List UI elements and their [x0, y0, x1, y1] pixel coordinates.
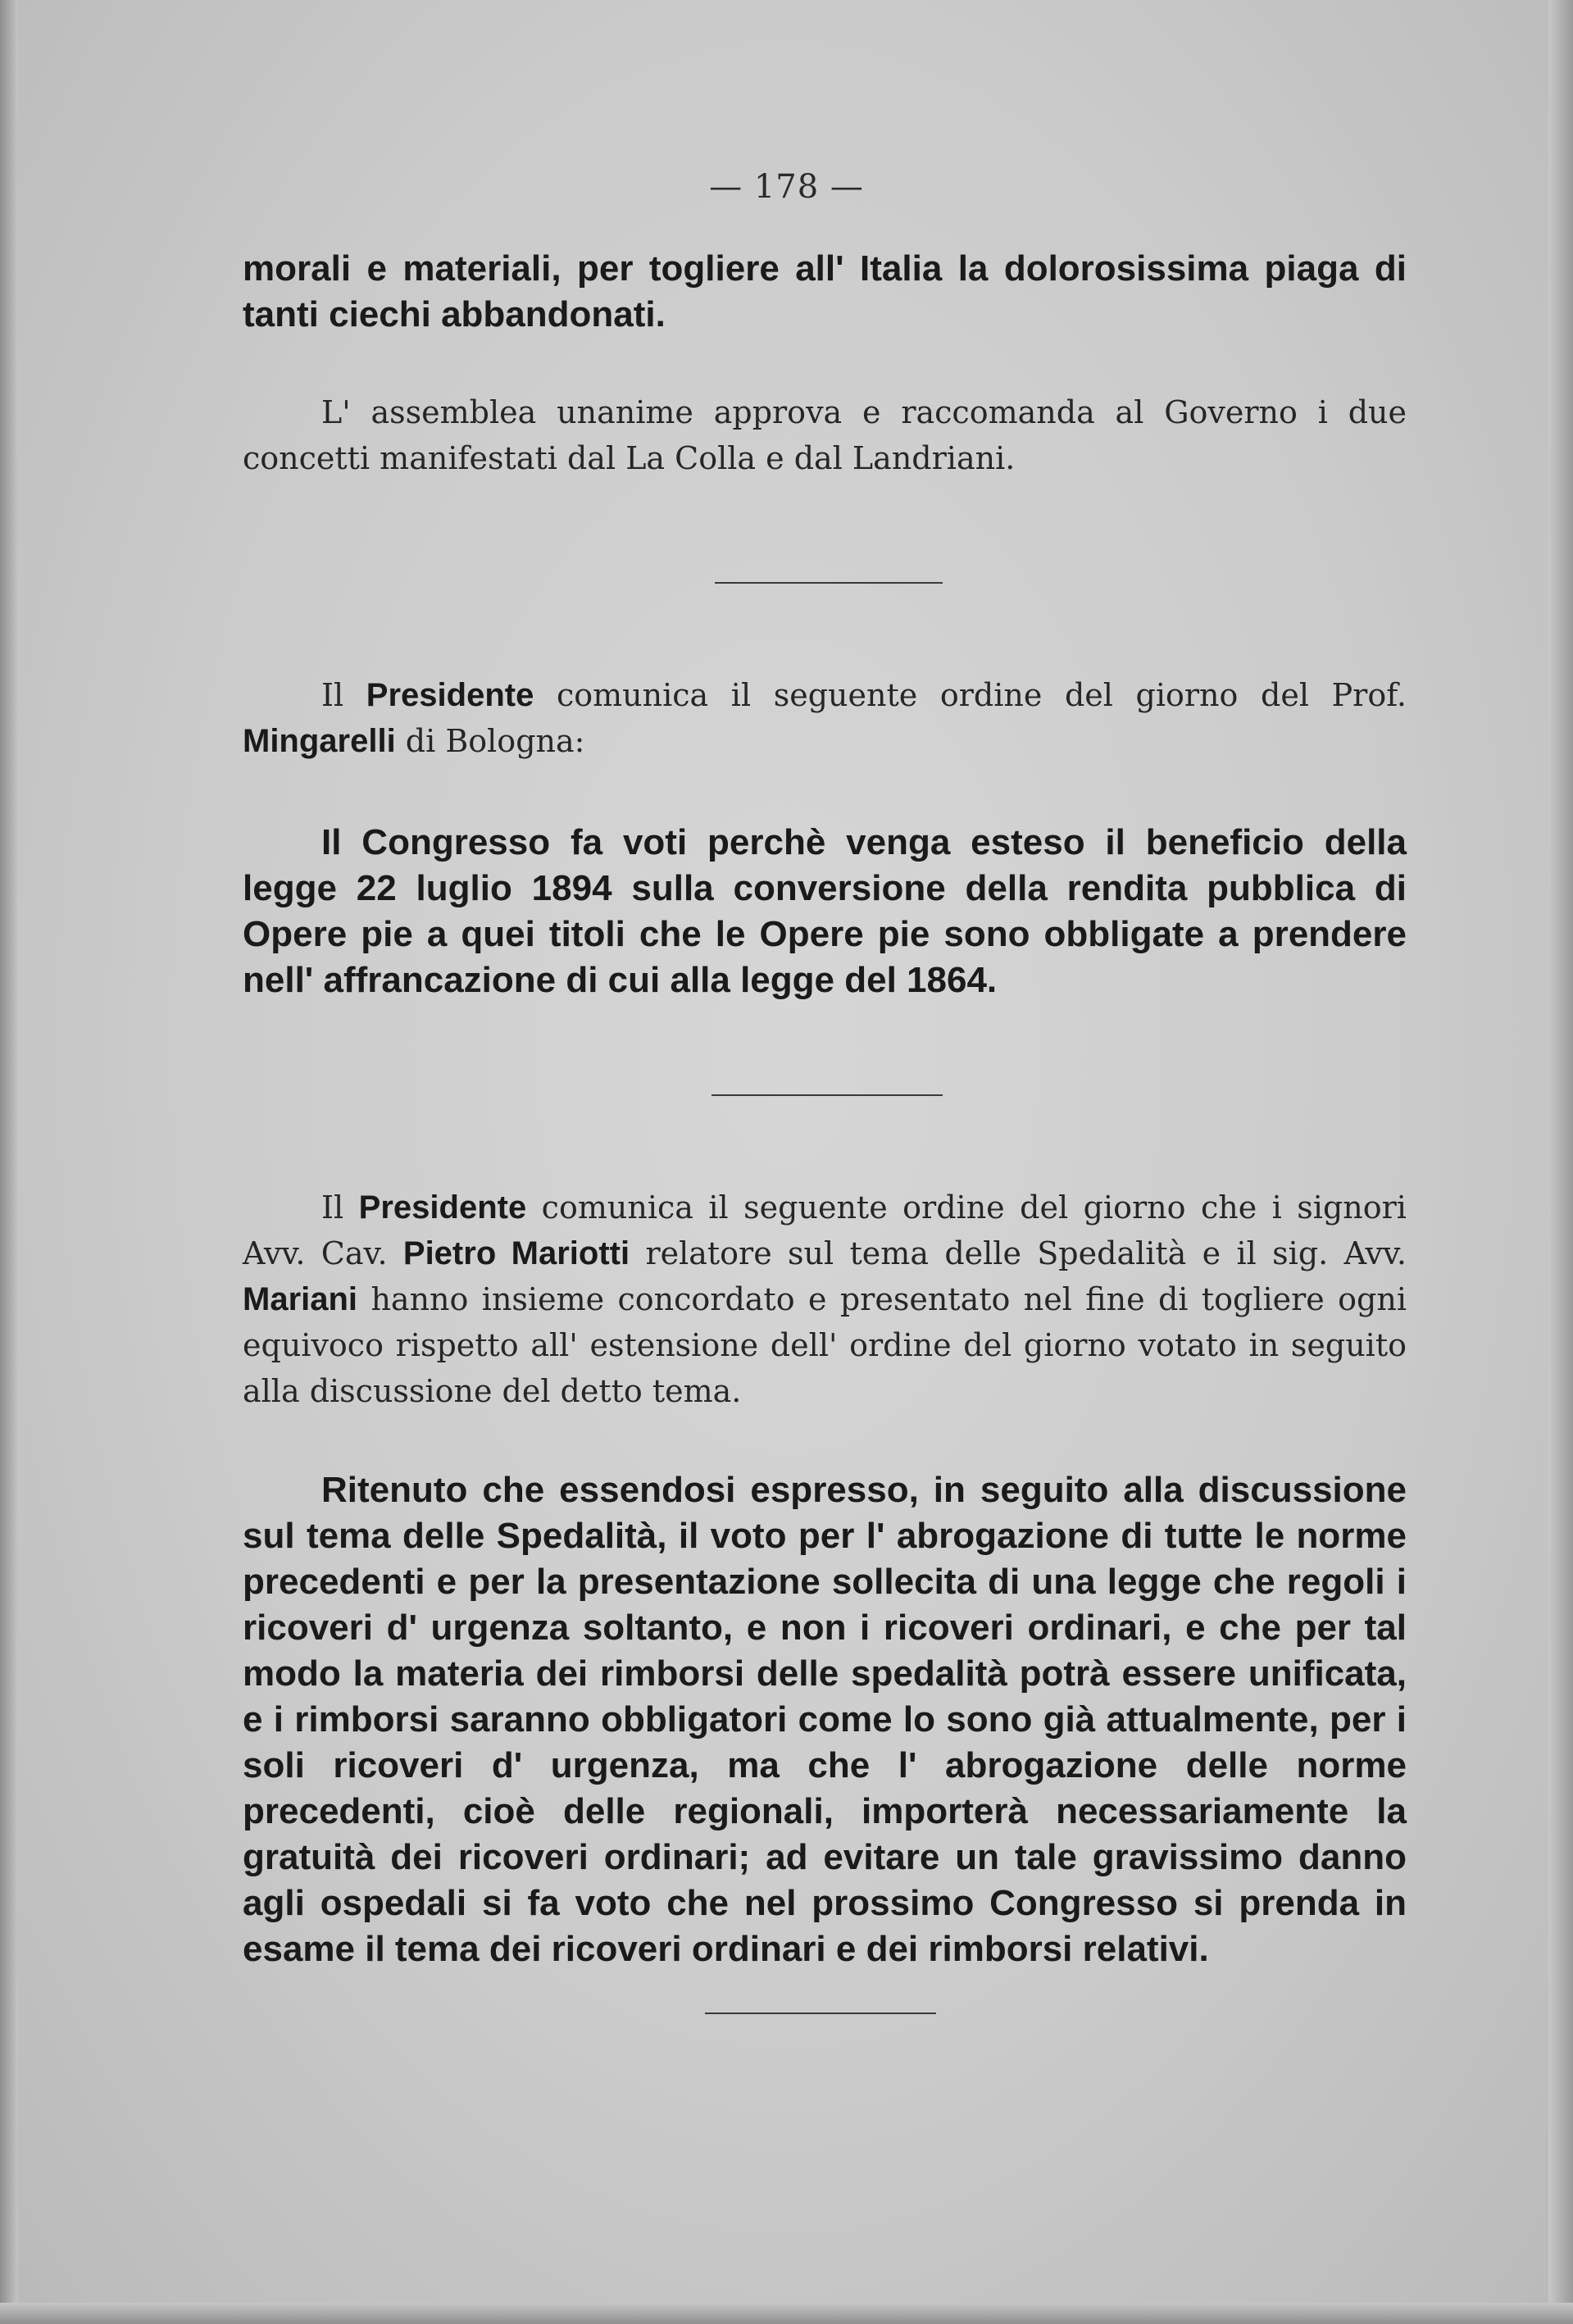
text-run: Il [321, 1189, 344, 1226]
paragraph-closing-motion: morali e materiali, per togliere all' Italia la dolorosissima piaga di tanti ciechi abbandonati. [243, 248, 1407, 334]
section-divider [705, 2012, 936, 2014]
text-run: hanno insieme concordato e presentato nel fine di togliere ogni equivoco rispetto all' estensione dell' ordine del giorno votato in seguito alla discussione del detto tema. [243, 1281, 1407, 1409]
paragraph-assembly-approval: L' assemblea unanime approva e raccomanda al Governo i due concetti manifestati dal La Colla e dal Landriani. [243, 394, 1407, 476]
text-run: comunica il seguente ordine del giorno del Prof. [556, 677, 1407, 713]
page-edge-left [0, 0, 18, 2324]
paragraph-president-mariotti [243, 1185, 1407, 1414]
name-pietro-mariotti: Pietro Mariotti [402, 1235, 630, 1271]
page-edge-bottom [0, 2303, 1573, 2324]
text-run: di Bologna: [405, 723, 585, 759]
section-divider [715, 582, 943, 584]
paragraph-congress-vote: Il Congresso fa voti perchè venga esteso il beneficio della legge 22 luglio 1894 sulla conversione della rendita pubblica di Opere pie a quei titoli che le Opere pie sono obbligate a prendere nell' affrancazione di cui alla legge del 1864. [243, 822, 1407, 1000]
paragraph-ritenuto-motion: Ritenuto che essendosi espresso, in seguito alla discussione sul tema delle Spedalità, il voto per l' abrogazione di tutte le norme precedenti e per la presentazione sollecita di una legge che regoli i ricoveri d' urgenza soltanto, e non i ricoveri ordinari, e che per tal modo la materia dei rimborsi delle spedalità potrà essere unificata, e i rimborsi saranno obbligatori come lo sono già attualmente, per i soli ricoveri d' urgenza, ma che l' abrogazione delle norme precedenti, cioè delle regionali, importerà necessariamente la gratuità dei ricoveri ordinari; ad evitare un tale gravissimo danno agli ospedali si fa voto che nel prossimo Congresso si prenda in esame il tema dei ricoveri ordinari e dei rimborsi relativi. [243, 1470, 1407, 1969]
text-run: relatore sul tema delle Spedalità e il sig. Avv. [645, 1235, 1407, 1271]
page-number: — 178 — [709, 168, 864, 206]
name-mingarelli: Mingarelli [243, 723, 396, 759]
name-presidente: Presidente [358, 1189, 527, 1226]
page-edge-right [1548, 0, 1573, 2324]
text-run: comunica il seguente ordine del giorno che i signori Avv. Cav. [243, 1189, 1407, 1271]
name-presidente: Presidente [366, 677, 534, 713]
text-run: Il [321, 677, 344, 713]
name-mariani: Mariani [243, 1281, 358, 1317]
paragraph-president-communication [243, 672, 1407, 764]
section-divider [711, 1094, 943, 1096]
